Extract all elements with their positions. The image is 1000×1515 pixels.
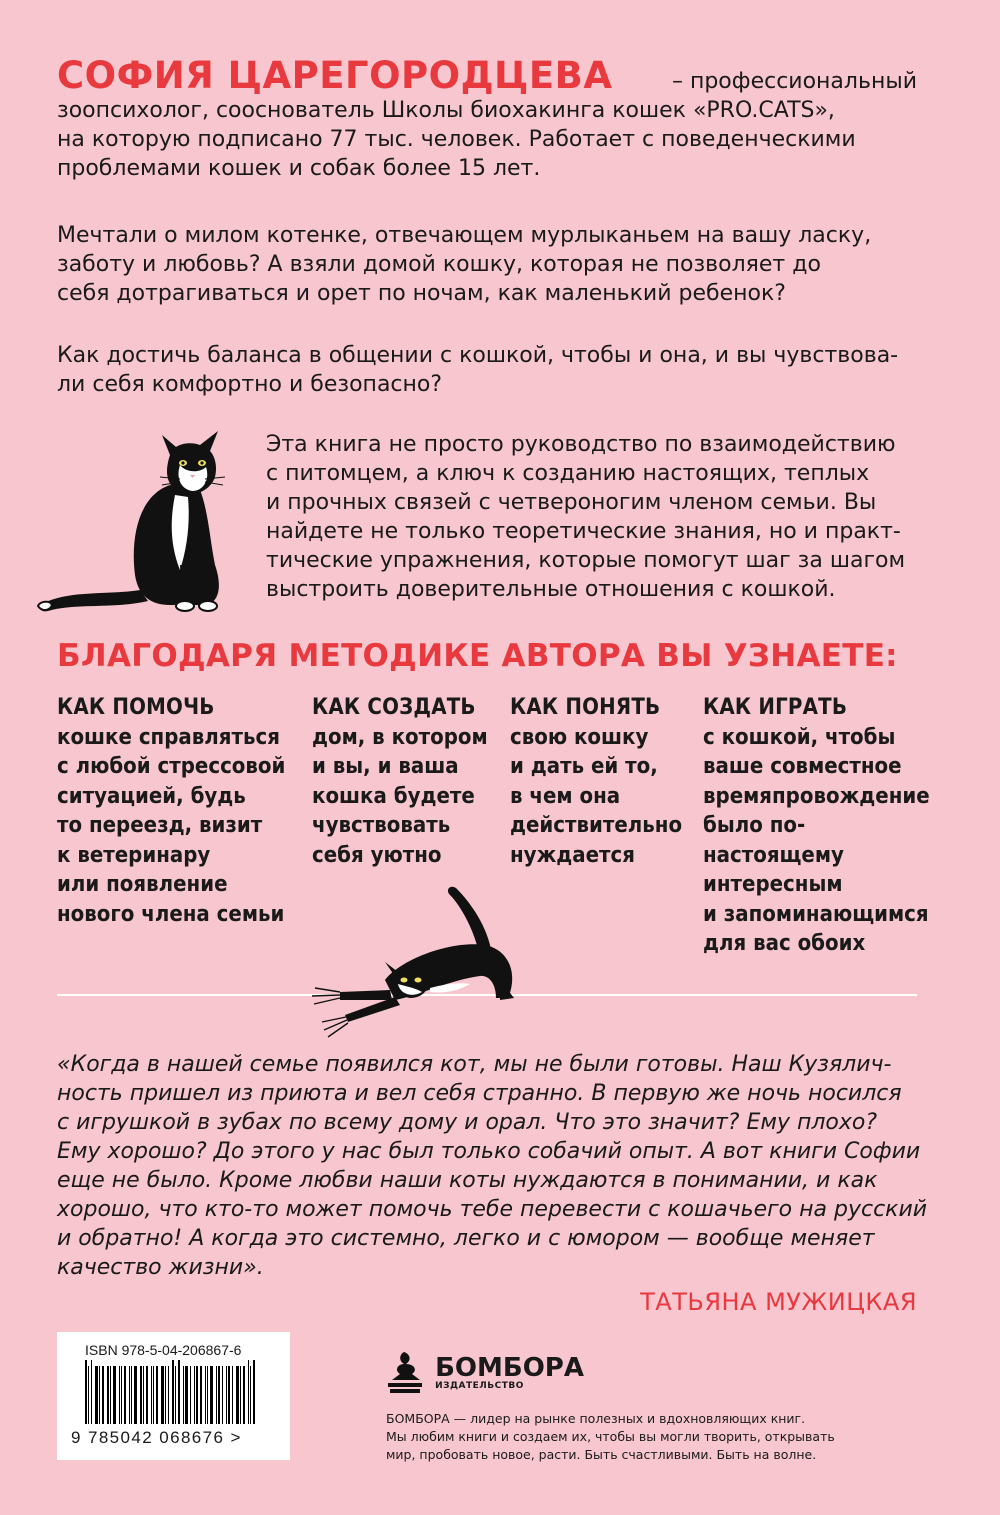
barcode-bar xyxy=(124,1366,126,1424)
isbn-label: ISBN 978-5-04-206867-6 xyxy=(85,1342,242,1358)
text-line: найдете не только теоретические знания, но и практ- xyxy=(266,519,901,544)
barcode xyxy=(85,1366,265,1424)
column-line: и запоминающимся xyxy=(703,901,929,927)
column-help xyxy=(57,693,297,929)
barcode-bar xyxy=(200,1366,202,1424)
tagline-line: мир, пробовать новое, расти. Быть счастливыми. Быть на волне. xyxy=(386,1447,817,1462)
column-line: в чем она xyxy=(510,783,621,809)
text-line: с питомцем, а ключ к созданию настоящих, теплых xyxy=(266,461,870,486)
barcode-bar xyxy=(248,1360,249,1424)
barcode-bar xyxy=(175,1366,176,1424)
text-line: и прочных связей с четвероногим членом семьи. Вы xyxy=(266,490,877,515)
barcode-bar xyxy=(95,1366,98,1424)
barcode-bar xyxy=(183,1366,184,1424)
barcode-bar xyxy=(91,1360,92,1424)
barcode-bar xyxy=(253,1360,255,1424)
barcode-bar xyxy=(131,1366,132,1424)
barcode-bar xyxy=(113,1366,116,1424)
column-line: и дать ей то, xyxy=(510,754,658,779)
barcode-bar xyxy=(236,1366,239,1424)
column-line: дом, в котором xyxy=(312,724,488,750)
bombora-logo xyxy=(386,1350,426,1396)
barcode-bar xyxy=(207,1366,208,1424)
barcode-bar xyxy=(216,1366,217,1424)
column-line: или появление xyxy=(57,872,228,897)
isbn-digits: 9 785042 068676 > xyxy=(71,1428,242,1447)
quote-line: еще не было. Кроме любви наши коты нуждаются в понимании, и как xyxy=(57,1168,878,1193)
barcode-bar xyxy=(153,1366,154,1424)
publisher-name: БОМБОРА xyxy=(435,1353,584,1383)
section-headline: БЛАГОДАРЯ МЕТОДИКЕ АВТОРА ВЫ УЗНАЕТЕ: xyxy=(57,638,898,674)
column-title: КАК СОЗДАТЬ xyxy=(312,695,476,720)
tagline-line: Мы любим книги и создаем их, чтобы вы могли творить, открывать xyxy=(386,1429,835,1444)
column-line: то переезд, визит xyxy=(57,813,263,838)
barcode-bar xyxy=(185,1366,188,1424)
column-play xyxy=(703,693,943,959)
quote-line: ность пришел из приюта и вел себя странно. В первую же ночь носился xyxy=(57,1081,902,1106)
barcode-bar xyxy=(172,1360,174,1424)
text-line: ли себя комфортно и безопасно? xyxy=(57,372,443,397)
column-line: нуждается xyxy=(510,842,635,868)
barcode-bar xyxy=(228,1366,230,1424)
author-bio-line: зоопсихолог, сооснователь Школы биохакинга кошек «PRO.CATS», xyxy=(57,98,835,123)
barcode-bar xyxy=(134,1366,137,1424)
barcode-bar xyxy=(140,1366,142,1424)
tagline-line: БОМБОРА — лидер на рынке полезных и вдохновляющих книг. xyxy=(386,1411,806,1426)
column-line: для вас обоих xyxy=(703,931,866,956)
publisher-logo xyxy=(386,1350,584,1396)
barcode-bar xyxy=(88,1366,89,1424)
author-bio-line: проблемами кошек и собак более 15 лет. xyxy=(57,156,541,181)
text-line: выстроить доверительные отношения с кошкой. xyxy=(266,577,836,602)
barcode-bar xyxy=(194,1366,195,1424)
column-line: кошке справляться xyxy=(57,724,280,750)
quote-line: качество жизни». xyxy=(57,1255,264,1280)
barcode-bar xyxy=(165,1366,166,1424)
testimonial-quote xyxy=(57,1050,937,1282)
barcode-bar xyxy=(168,1366,169,1424)
quote-line: «Когда в нашей семье появился кот, мы не были готовы. Наш Кузялич- xyxy=(57,1052,892,1077)
intro-paragraph-1 xyxy=(57,221,937,308)
column-line: себя уютно xyxy=(312,842,442,868)
intro-paragraph-3 xyxy=(266,430,946,604)
column-line: времяпровождение xyxy=(703,783,930,809)
barcode-bar xyxy=(151,1366,152,1424)
column-line: ситуацией, будь xyxy=(57,783,246,809)
quote-line: и обратно! А когда это системно, легко и с юмором — вообще меняет xyxy=(57,1226,875,1251)
quote-line: с игрушкой в зубах по всему дому и орал. Что это значит? Ему плохо? xyxy=(57,1110,878,1135)
text-line: Эта книга не просто руководство по взаимодействию xyxy=(266,432,896,457)
author-bio xyxy=(57,54,937,183)
barcode-bar xyxy=(250,1366,251,1424)
intro-paragraph-2 xyxy=(57,341,937,399)
quote-line: Ему хорошо? До этого у нас был только собачий опыт. А вот книги Софии xyxy=(57,1139,921,1164)
column-title: КАК ИГРАТЬ xyxy=(703,695,848,720)
sitting-cat-illustration xyxy=(30,425,230,615)
text-line: Мечтали о милом котенке, отвечающем мурлыканьем на вашу ласку, xyxy=(57,223,872,248)
barcode-bar xyxy=(161,1366,164,1424)
author-name: СОФИЯ ЦАРЕГОРОДЦЕВА xyxy=(57,54,613,97)
barcode-bar xyxy=(178,1360,180,1424)
text-line: Как достичь баланса в общении с кошкой, чтобы и она, и вы чувствова- xyxy=(57,343,899,368)
isbn-block xyxy=(57,1332,290,1460)
column-title: КАК ПОНЯТЬ xyxy=(510,695,661,720)
column-line: было по-настоящему xyxy=(703,813,844,868)
column-line: ваше совместное xyxy=(703,754,902,779)
text-line: тические упражнения, которые помогут шаг за шагом xyxy=(266,548,906,573)
barcode-bar xyxy=(143,1366,144,1424)
column-line: с кошкой, чтобы xyxy=(703,724,896,750)
barcode-bar xyxy=(85,1360,87,1424)
author-bio-line: на которую подписано 77 тыс. человек. Работает с поведенческими xyxy=(57,127,856,152)
column-line: кошка будете xyxy=(312,783,475,809)
text-line: себя дотрагиваться и орет по ночам, как маленький ребенок? xyxy=(57,281,786,306)
barcode-bar xyxy=(196,1366,198,1424)
quote-author: ТАТЬЯНА МУЖИЦКАЯ xyxy=(640,1288,917,1316)
barcode-bar xyxy=(218,1366,220,1424)
barcode-bar xyxy=(205,1366,206,1424)
barcode-bar xyxy=(156,1366,158,1424)
column-line: и вы, и ваша xyxy=(312,754,459,779)
column-line: свою кошку xyxy=(510,724,649,750)
barcode-bar xyxy=(243,1366,245,1424)
column-line: к ветеринару xyxy=(57,842,211,868)
quote-line: хорошо, что кто-то может помочь тебе перевести с кошачьего на русский xyxy=(57,1197,928,1222)
column-line: действительно xyxy=(510,813,683,838)
barcode-bar xyxy=(107,1366,109,1424)
barcode-bar xyxy=(102,1366,104,1424)
barcode-bar xyxy=(240,1366,241,1424)
barcode-bar xyxy=(119,1366,120,1424)
publisher-subtitle: ИЗДАТЕЛЬСТВО xyxy=(435,1381,524,1391)
text-line: заботу и любовь? А взяли домой кошку, которая не позволяет до xyxy=(57,252,821,277)
barcode-bar xyxy=(222,1366,223,1424)
barcode-bar xyxy=(232,1366,233,1424)
barcode-bar xyxy=(190,1366,191,1424)
stretching-cat-illustration xyxy=(300,880,530,1040)
column-create xyxy=(312,693,502,870)
barcode-bar xyxy=(129,1366,130,1424)
column-line: нового члена семьи xyxy=(57,901,285,927)
barcode-bar xyxy=(110,1366,111,1424)
column-understand xyxy=(510,693,695,870)
barcode-bar xyxy=(226,1366,227,1424)
column-line: интересным xyxy=(703,872,843,897)
barcode-bar xyxy=(146,1366,148,1424)
column-line: с любой стрессовой xyxy=(57,754,286,779)
publisher-tagline xyxy=(386,1410,906,1464)
column-line: чувствовать xyxy=(312,813,451,838)
column-title: КАК ПОМОЧЬ xyxy=(57,695,215,720)
barcode-bar xyxy=(99,1366,100,1424)
barcode-bar xyxy=(210,1366,213,1424)
barcode-bar xyxy=(121,1366,122,1424)
author-bio-line: – профессиональный xyxy=(671,69,917,94)
